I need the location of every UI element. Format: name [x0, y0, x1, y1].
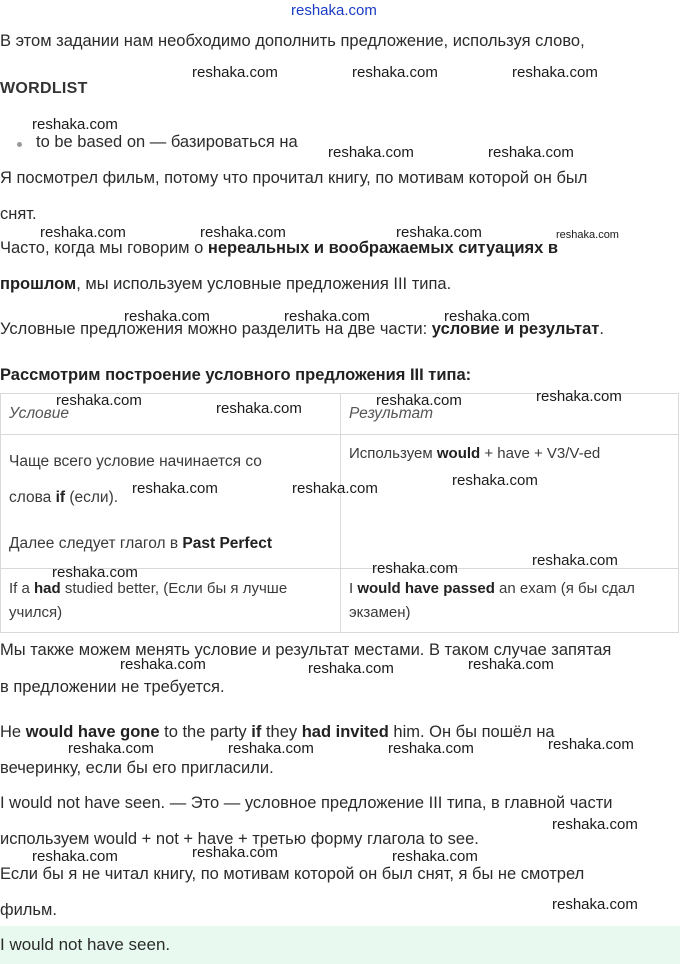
watermark: reshaka.com [512, 64, 598, 81]
wordlist-title: WORDLIST [0, 80, 88, 97]
watermark: reshaka.com [376, 392, 462, 409]
watermark: reshaka.com [548, 736, 634, 753]
watermark: reshaka.com [40, 224, 126, 241]
watermark: reshaka.com [488, 144, 574, 161]
paragraph-2-text: Часто, когда мы говорим о [0, 239, 208, 257]
table-header-result: Результат [341, 394, 679, 435]
watermark: reshaka.com [132, 480, 218, 497]
paragraph-7-line-1: I would not have seen. — Это — условное предложение III типа, в главной части [0, 794, 613, 812]
watermark: reshaka.com [228, 740, 314, 757]
watermark: reshaka.com [32, 848, 118, 865]
paragraph-2-emphasis: нереальных и воображаемых ситуациях в [207, 239, 558, 257]
watermark: reshaka.com [328, 144, 414, 161]
watermark: reshaka.com [444, 308, 530, 325]
watermark: reshaka.com [68, 740, 154, 757]
watermark: reshaka.com [292, 480, 378, 497]
paragraph-8-line-2: фильм. [0, 901, 57, 919]
watermark: reshaka.com [552, 816, 638, 833]
table-row-1-result [341, 435, 679, 569]
paragraph-2-line-1 [0, 239, 558, 258]
paragraph-6-line-2: вечеринку, если бы его пригласили. [0, 759, 274, 777]
paragraph-3-text: Условные предложения можно разделить на две части: [0, 320, 432, 338]
watermark: reshaka.com [216, 400, 302, 417]
table-header-condition: Условие [1, 394, 341, 435]
watermark: reshaka.com [396, 224, 482, 241]
paragraph-6-line-1: He would have gone to the party if they had invited him. Он бы пошёл на [0, 723, 555, 741]
paragraph-5-line-2: в предложении не требуется. [0, 678, 225, 696]
watermark: reshaka.com [124, 308, 210, 325]
condition-line-3: Далее следует глагол в Past Perfect [9, 535, 272, 552]
example-result-line-1: I would have passed an exam (я бы сдал [349, 580, 635, 597]
paragraph-5-line-1: Мы также можем менять условие и результат местами. В таком случае запятая [0, 641, 612, 659]
table-row-2-result [341, 569, 679, 633]
watermark: reshaka.com [308, 660, 394, 677]
watermark: reshaka.com [200, 224, 286, 241]
watermark: reshaka.com [192, 64, 278, 81]
watermark: reshaka.com [452, 472, 538, 489]
example-condition-line-2: учился) [9, 604, 63, 621]
watermark: reshaka.com [352, 64, 438, 81]
watermark: reshaka.com [532, 552, 618, 569]
paragraph-1-line-2: снят. [0, 205, 37, 223]
watermark: reshaka.com [192, 844, 278, 861]
paragraph-3-end: . [599, 320, 604, 338]
watermark: reshaka.com [536, 388, 622, 405]
paragraph-2-text-2: , мы используем условные предложения III типа. [76, 275, 452, 293]
watermark: reshaka.com [56, 392, 142, 409]
paragraph-2-emphasis-2: прошлом [0, 275, 77, 293]
watermark: reshaka.com [392, 848, 478, 865]
watermark: reshaka.com [120, 656, 206, 673]
watermark: reshaka.com [284, 308, 370, 325]
condition-line-2: слова if (если). [9, 489, 119, 506]
intro-text: В этом задании нам необходимо дополнить предложение, используя слово, [0, 32, 585, 50]
watermark: reshaka.com [468, 656, 554, 673]
bullet-icon [17, 142, 22, 147]
paragraph-2-line-2 [0, 275, 451, 294]
wordlist-item: to be based on — базироваться на [36, 133, 298, 151]
paragraph-1-line-1: Я посмотрел фильм, потому что прочитал книгу, по мотивам которой он был [0, 169, 588, 187]
answer-box [0, 926, 680, 964]
watermark: reshaka.com [556, 229, 619, 241]
example-condition-line-1: If a had studied better, (Если бы я лучше [9, 580, 288, 597]
condition-line-1: Чаще всего условие начинается со [9, 453, 262, 470]
paragraph-4-heading: Рассмотрим построение условного предложения III типа: [0, 366, 472, 384]
result-formula: Используем would + have + V3/V-ed [349, 445, 601, 462]
watermark-top: reshaka.com [291, 2, 377, 19]
watermark: reshaka.com [388, 740, 474, 757]
example-result-line-2: экзамен) [349, 604, 411, 621]
answer-text: I would not have seen. [0, 935, 171, 954]
watermark: reshaka.com [552, 896, 638, 913]
watermark: reshaka.com [372, 560, 458, 577]
paragraph-3-emphasis: условие и результат [431, 320, 600, 338]
table-row-1-condition [1, 435, 341, 569]
watermark: reshaka.com [52, 564, 138, 581]
paragraph-8-line-1: Если бы я не читал книгу, по мотивам которой он был снят, я бы не смотрел [0, 865, 585, 883]
paragraph-7-line-2: используем would + not + have + третью форму глагола to see. [0, 830, 479, 848]
conditional-table [0, 393, 679, 633]
watermark: reshaka.com [32, 116, 118, 133]
